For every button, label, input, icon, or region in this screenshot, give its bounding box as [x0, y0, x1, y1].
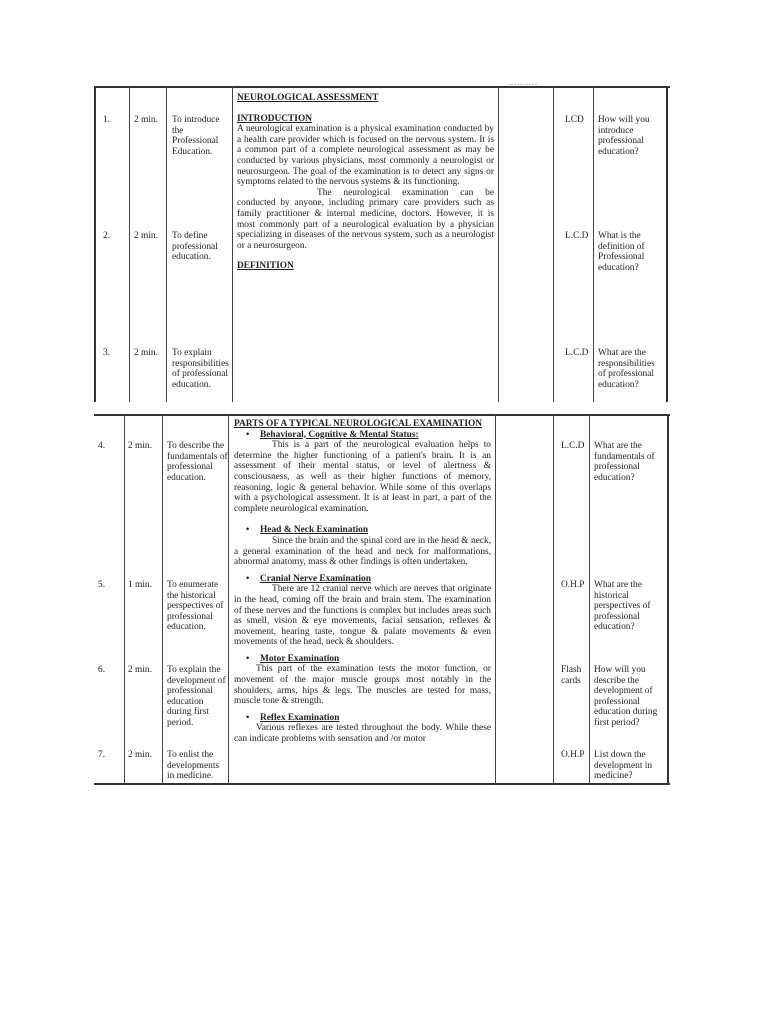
section-head-neck: • Head & Neck Examination — [246, 525, 369, 536]
row-teaching-aid: O.H.P — [561, 580, 585, 590]
row-time: 1 min. — [128, 580, 152, 590]
row-teaching-aid: LCD — [565, 115, 584, 125]
row-number: 1. — [103, 115, 111, 125]
section-motor-text: This part of the examination tests the motor function, or movement of the major muscle groups most notably in the shoulders, arms, hips & legs. The muscles are tested for mass, muscle tone & strength. — [234, 664, 491, 707]
examination-heading: PARTS OF A TYPICAL NEUROLOGICAL EXAMINATION — [234, 419, 483, 429]
row-teaching-aid: L.C.D — [561, 441, 585, 451]
row-evaluation: What is the definition of Professional education? — [598, 231, 645, 273]
assessment-heading: NEUROLOGICAL ASSESSMENT — [237, 93, 379, 103]
row-number: 6. — [98, 665, 106, 675]
row-number: 5. — [98, 580, 106, 590]
section-motor: • Motor Examination — [246, 653, 340, 664]
introduction-heading: INTRODUCTION — [237, 113, 313, 124]
row-time: 2 min. — [128, 750, 152, 760]
introduction-paragraph-1: A neurological examination is a physical examination conducted by a health care provider which is focused on the nervous system. It is a common part of a complete neurological assessment as may be conducted by various physicians, most commonly a neurologist or neurosurgeon. The goal of the examination is to detect any signs or symptoms related to the nervous systems & its functioning. — [237, 124, 494, 188]
section-reflex: • Reflex Examination — [246, 712, 340, 723]
introduction-paragraph-2: The neurological examination can be conducted by anyone, including primary care providers such as family practitioner & internal medicine, doctors. However, it is most commonly part of a neurological evaluation by a physician specializing in diseases of the nervous system, such as a neurologist or a neurosurgeon. — [237, 187, 494, 251]
row-objective: To explain the development of professional education during first period. — [167, 665, 226, 728]
section-reflex-text: Various reflexes are tested throughout the body. While these can indicate problems with sensation and /or motor — [234, 723, 491, 745]
row-evaluation: How will you introduce professional education? — [598, 115, 650, 157]
row-number: 2. — [103, 231, 111, 241]
row-time: 2 min. — [128, 441, 152, 451]
row-time: 2 min. — [134, 115, 158, 125]
row-evaluation: What are the responsibilities of professional education? — [598, 348, 655, 390]
assessment-content — [237, 93, 494, 272]
row-time: 2 min. — [134, 348, 158, 358]
row-evaluation: What are the fundamentals of professional education? — [594, 441, 655, 483]
examination-content — [234, 419, 491, 745]
row-objective: To describe the fundamentals of professional education. — [167, 441, 228, 483]
row-objective: To explain responsibilities of professional education. — [172, 348, 229, 390]
section-head-neck-text: Since the brain and the spinal cord are in the head & neck, a general examination of the head and neck for malformations, abnormal anatomy, mass & other findings is often undertaken. — [234, 535, 491, 568]
row-number: 4. — [98, 441, 106, 451]
section-cranial-nerve-text: There are 12 cranial nerve which are nerves that originate in the head, coming off the brain and brain stem. The examination of these nerves and the functions is complex but includes areas such as smell, vision & eye movements, facial sensation, reflexes & movement, hearing taste, tongue & palate movements & even movements of the head, neck & shoulders. — [234, 584, 491, 648]
row-teaching-aid: L.C.D — [565, 231, 589, 241]
row-evaluation: How will you describe the development of professional education during first period? — [594, 665, 658, 728]
definition-heading: DEFINITION — [237, 261, 294, 272]
row-number: 3. — [103, 348, 111, 358]
row-time: 2 min. — [134, 231, 158, 241]
row-teaching-aid: L.C.D — [565, 348, 589, 358]
section-behavioral-text: This is a part of the neurological evaluation helps to determine the higher functioning of a patient's brain. It is an assessment of their mental status, or level of alertness & consciousness, as well as their higher functions of memory, reasoning, logic & general behavior. While some of this overlaps with a psychological assessment. It is at least in part, a part of the complete neurological examination. — [234, 440, 491, 514]
row-evaluation: List down the development in medicine? — [594, 750, 653, 782]
row-objective: To enlist the developments in medicine. — [167, 750, 220, 782]
row-evaluation: What are the historical perspectives of professional education? — [594, 580, 651, 633]
row-objective: To enumerate the historical perspectives of professional education. — [167, 580, 224, 633]
row-number: 7. — [98, 750, 106, 760]
row-objective: To introduce the Professional Education. — [172, 115, 220, 157]
row-teaching-aid: Flash cards — [561, 665, 582, 686]
row-time: 2 min. — [128, 665, 152, 675]
section-behavioral: • Behavioral, Cognitive & Mental Status: — [246, 429, 419, 440]
row-teaching-aid: O.H.P — [561, 750, 585, 760]
header-scribble: .......... — [508, 78, 538, 87]
row-objective: To define professional education. — [172, 231, 218, 263]
section-cranial-nerve: • Cranial Nerve Examination — [246, 573, 371, 584]
